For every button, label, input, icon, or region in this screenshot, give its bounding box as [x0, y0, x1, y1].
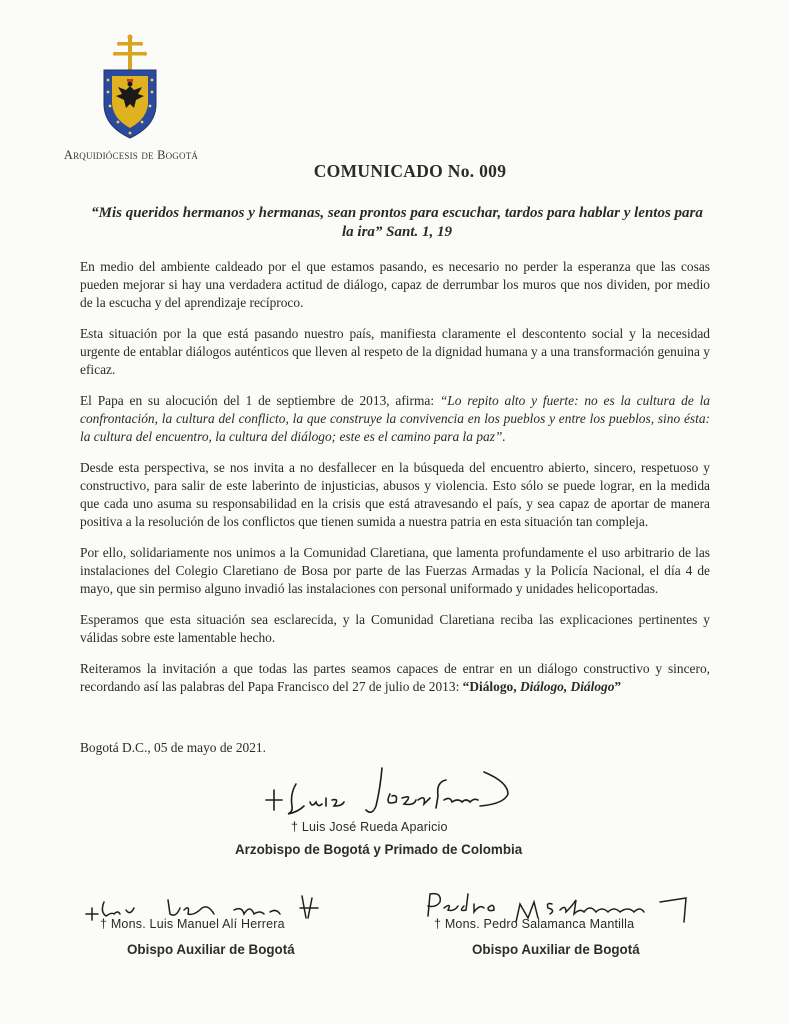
- dialogo-quote-start: “Diálogo,: [462, 679, 520, 694]
- signature-rueda-icon: [258, 760, 528, 822]
- epigraph-quote: “Mis queridos hermanos y hermanas, sean prontos para escuchar, tardos para hablar y lentos para la ira” Sant. 1, 19: [91, 205, 703, 240]
- paragraph-7: [80, 660, 710, 696]
- dialogo-quote-italic: Diálogo, Diálogo: [519, 679, 615, 694]
- signer-1-role: Arzobispo de Bogotá y Primado de Colombia: [235, 842, 523, 857]
- signer-1-name: † Luis José Rueda Aparicio: [291, 820, 448, 834]
- dialogo-quote-end: ”: [614, 679, 622, 694]
- paragraph-6: Esperamos que esta situación sea esclarecida, y la Comunidad Claretiana reciba las explicaciones pertinentes y válidas sobre este lamentable hecho.: [80, 612, 710, 645]
- document-body: [80, 258, 710, 709]
- pope-quote: “Lo repito alto y fuerte: no es la cultura de la confrontación, la cultura del conflicto, la que construye la convivencia en los pueblos y entre los pueblos, sino ésta: la cultura del encuentro, la cultura del diálogo; este es el camino para la paz”.: [80, 393, 710, 444]
- dateline: Bogotá D.C., 05 de mayo de 2021.: [80, 740, 266, 755]
- signer-2-role: Obispo Auxiliar de Bogotá: [127, 942, 295, 957]
- paragraph-1: En medio del ambiente caldeado por el que estamos pasando, es necesario no perder la esperanza que las cosas pueden mejorar si hay una verdadera actitud de diálogo, capaz de derrumbar los muros que nos dividen, por medio de la escucha y del aprendizaje recíproco.: [80, 259, 710, 310]
- archdiocese-coat-of-arms-icon: [98, 34, 162, 146]
- paragraph-5: Por ello, solidariamente nos unimos a la Comunidad Claretiana, que lamenta profundamente el uso arbitrario de las instalaciones del Colegio Claretiano de Bosa por parte de las Fuerzas Armadas y la Policía Nacional, el día 4 de mayo, que sin permiso alguno invadió las instalaciones con personal uniformado y unidades helicoportadas.: [80, 545, 710, 596]
- signer-2-name: † Mons. Luis Manuel Alí Herrera: [100, 917, 285, 931]
- document-title: COMUNICADO No. 009: [313, 161, 507, 181]
- paragraph-3-intro: El Papa en su alocución del 1 de septiembre de 2013, afirma:: [80, 393, 440, 408]
- paragraph-2: Esta situación por la que está pasando nuestro país, manifiesta claramente el descontento social y la necesidad urgente de entablar diálogos auténticos que lleven al respeto de la dignidad humana y a una transformación genuina y eficaz.: [80, 326, 710, 377]
- signer-3-name: † Mons. Pedro Salamanca Mantilla: [434, 917, 635, 931]
- paragraph-7-intro: Reiteramos la invitación a que todas las partes seamos capaces de entrar en un diálogo constructivo y sincero, recordando así las palabras del Papa Francisco del 27 de julio de 2013:: [80, 661, 710, 694]
- signer-3-role: Obispo Auxiliar de Bogotá: [472, 942, 640, 957]
- paragraph-4: Desde esta perspectiva, se nos invita a no desfallecer en la búsqueda del encuentro abierto, sincero, respetuoso y constructivo, para salir de este laberinto de injusticias, abusos y violencia. Esto sólo se puede lograr, en la medida que cada uno asuma su responsabilidad en la crisis que está atravesando el país, y sea capaz de aportar de manera positiva a la resolución de los conflictos que tienen sumida a nuestra patria en esta situación tan compleja.: [80, 460, 710, 529]
- archdiocese-name: Arquidiócesis de Bogotá: [63, 148, 199, 162]
- paragraph-3: [80, 392, 710, 446]
